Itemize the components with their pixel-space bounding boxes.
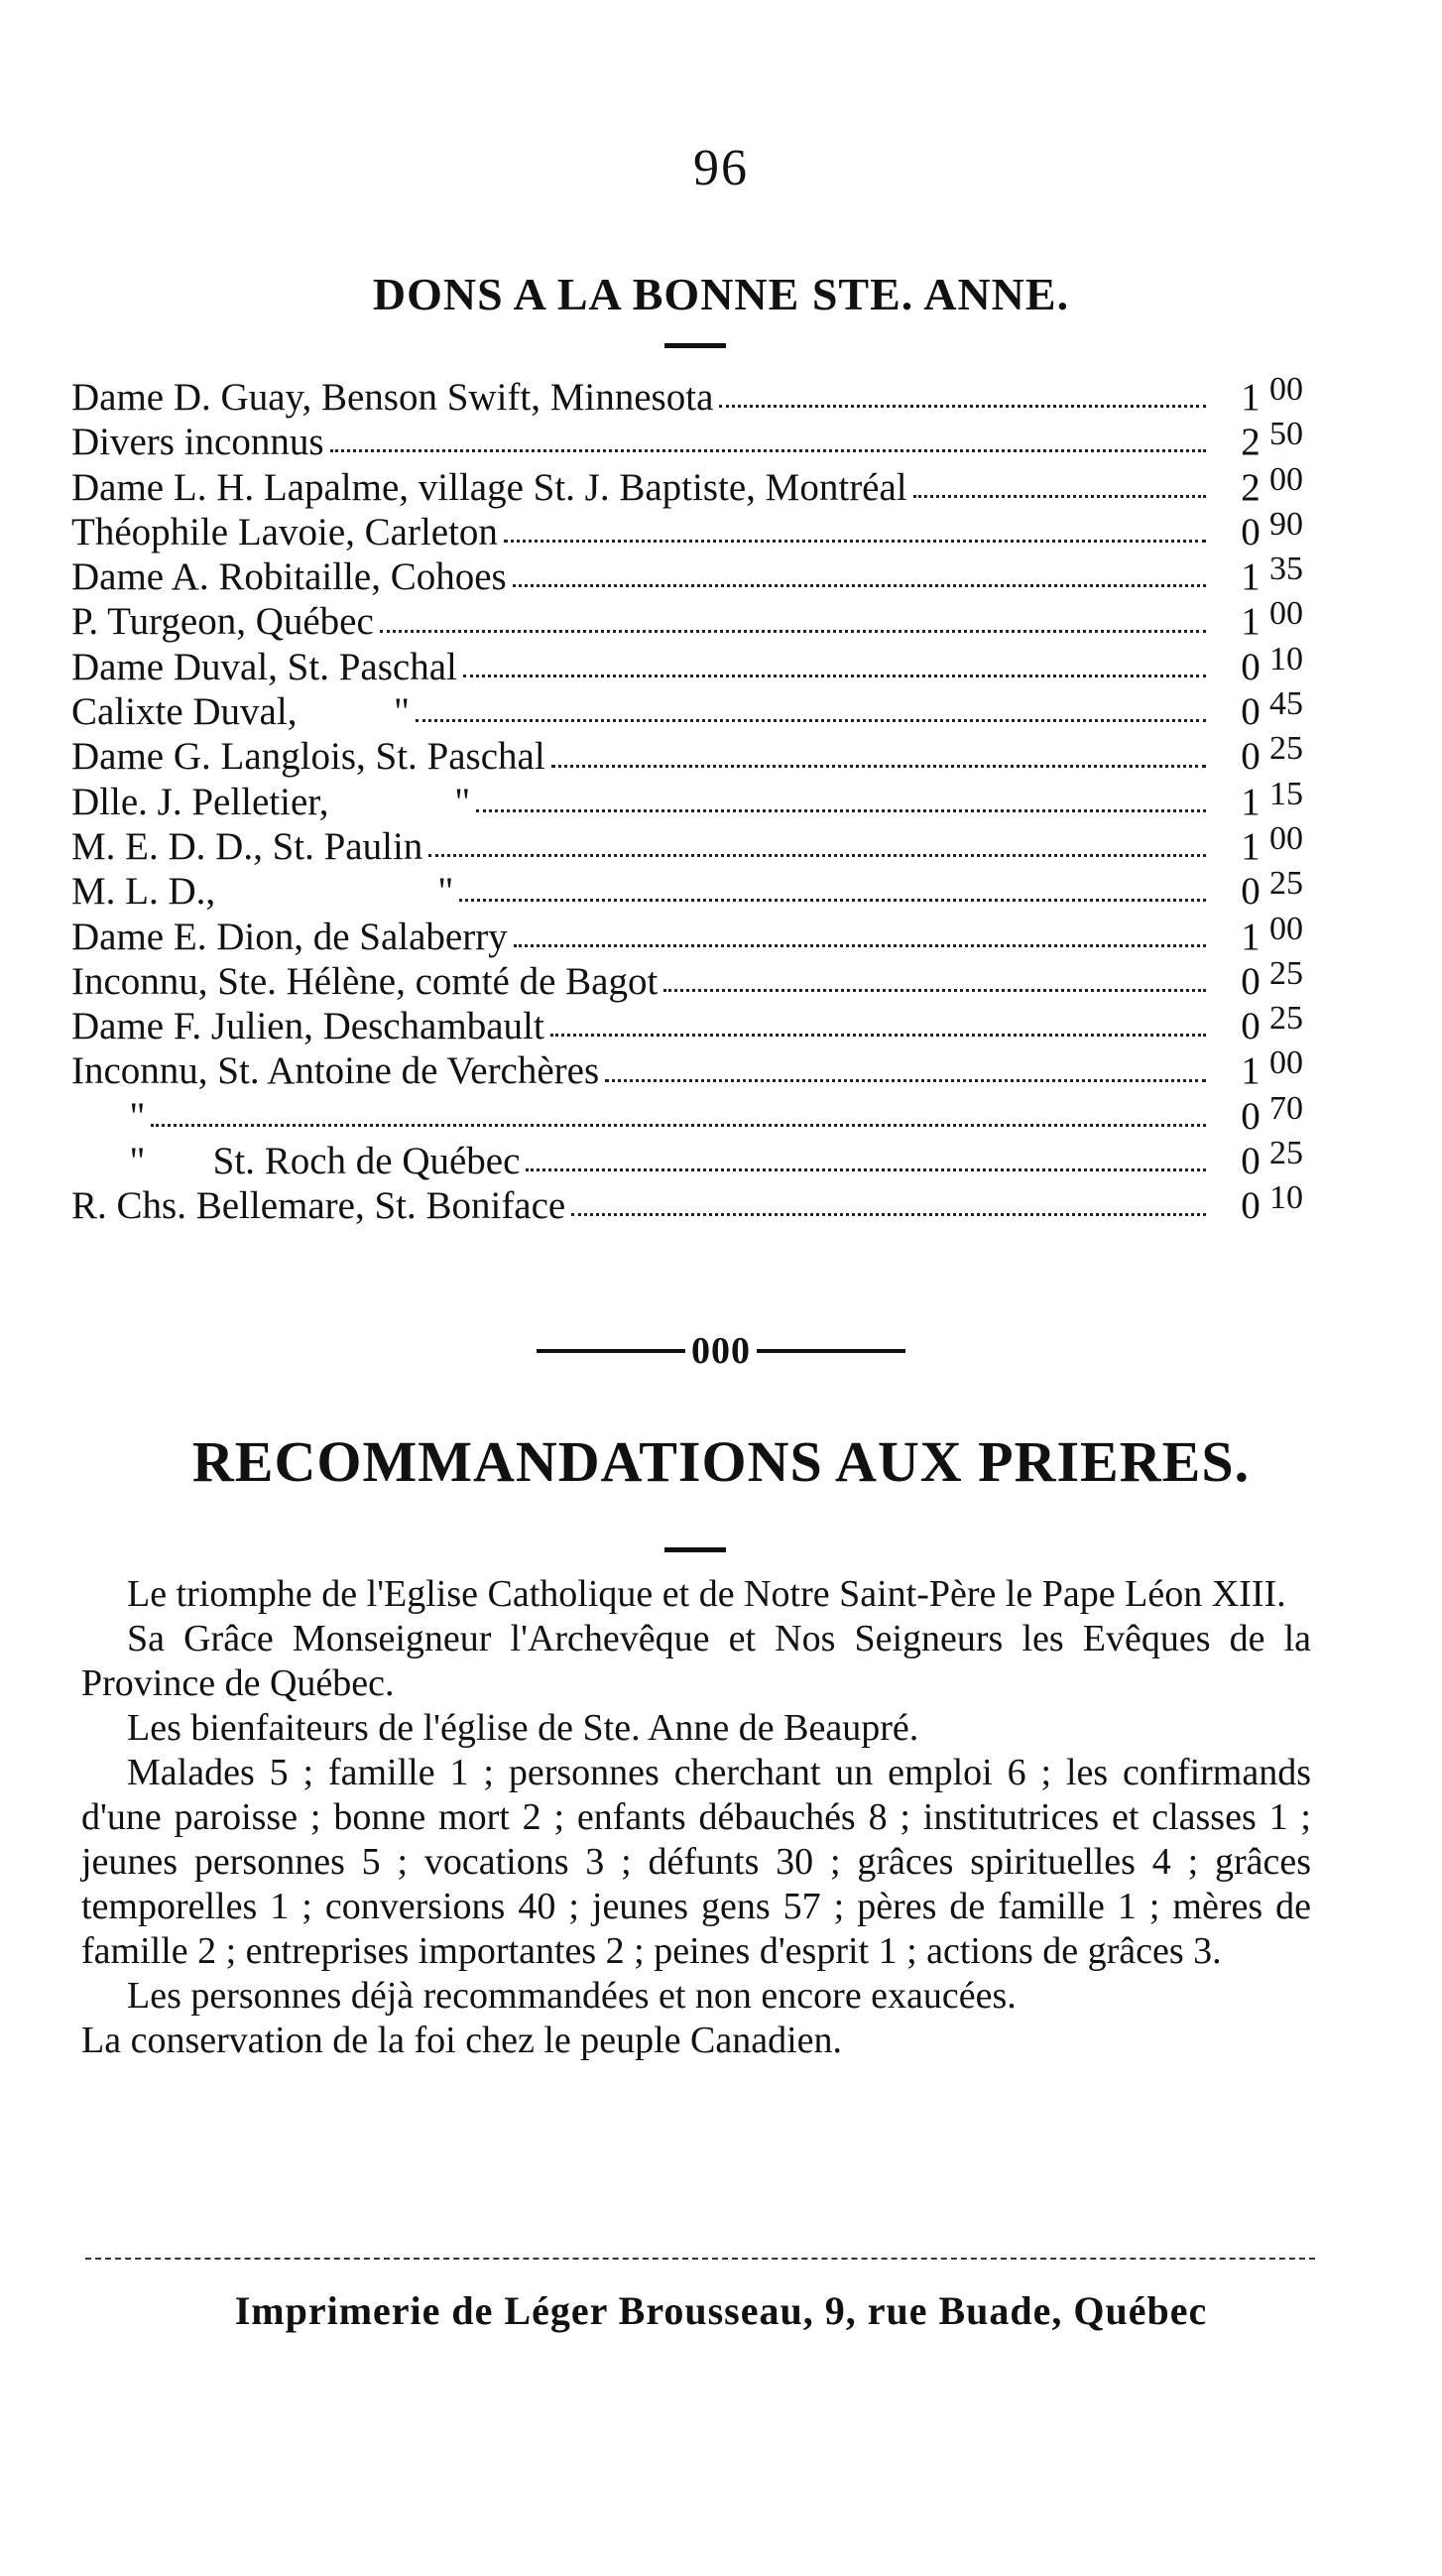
amount-cents: 70 (1269, 1089, 1303, 1127)
amount-dollars: 0 (1241, 735, 1261, 779)
donation-row (71, 685, 1331, 734)
reco-paragraph-intentions: Malades 5 ; famille 1 ; personnes cherchant un emploi 6 ; les confirmands d'une paroisse ; bonne mort 2 ; enfants débauchés 8 ; institutrices et classes 1 ; jeunes personnes 5 ; vocations 3 ; défunts 30 ; grâces spirituelles 4 ; grâces temporelles 1 ; conversions 40 ; jeunes gens 57 ; pères de famille 1 ; mères de famille 2 ; entreprises importantes 2 ; peines d'esprit 1 ; actions de grâces 3. (81, 1752, 1311, 1972)
donation-row (71, 775, 1331, 824)
donation-row (71, 505, 1331, 554)
donations-list (71, 371, 1331, 1229)
donation-row (71, 460, 1331, 510)
donation-row (71, 819, 1331, 869)
section-separator (0, 1329, 1442, 1373)
amount-dollars: 2 (1241, 421, 1261, 464)
donation-row (71, 865, 1331, 914)
donation-row (71, 910, 1331, 959)
leader-dots (504, 540, 1206, 543)
leader-dots (551, 765, 1206, 768)
amount-cents: 10 (1269, 640, 1303, 677)
donation-amount (1232, 1179, 1331, 1228)
donation-row (71, 416, 1331, 464)
amount-dollars: 0 (1241, 870, 1261, 914)
amount-dollars: 1 (1241, 376, 1261, 419)
donor-name: Inconnu, St. Antoine de Verchères (71, 1049, 600, 1093)
leader-dots (913, 495, 1206, 498)
amount-cents: 10 (1269, 1179, 1303, 1217)
donor-name: Dame F. Julien, Deschambault (71, 1005, 544, 1048)
amount-dollars: 0 (1241, 645, 1261, 688)
amount-dollars: 1 (1241, 600, 1261, 644)
reco-paragraph-benefactors: Les bienfaiteurs de l'église de Ste. Anne de Beaupré. (127, 1707, 919, 1749)
amount-dollars: 0 (1241, 510, 1261, 553)
title-underline (664, 343, 726, 348)
amount-dollars: 0 (1241, 1005, 1261, 1048)
donor-name: Dame L. H. Lapalme, village St. J. Baptiste, Montréal (71, 465, 907, 509)
donor-name: Inconnu, Ste. Hélène, comté de Bagot (71, 959, 659, 1003)
donor-name: Dame Duval, St. Paschal (71, 645, 457, 688)
amount-cents: 45 (1269, 685, 1303, 723)
leader-dots (526, 1168, 1206, 1171)
donation-row (71, 1089, 1331, 1139)
amount-dollars: 1 (1241, 1049, 1261, 1093)
separator-line-right (757, 1349, 905, 1353)
reco-paragraph-not-granted: Les personnes déjà recommandées et non encore exaucées. (127, 1975, 1017, 2017)
donor-name: " St. Roch de Québec (71, 1140, 521, 1183)
amount-dollars: 1 (1241, 555, 1261, 599)
bottom-divider (85, 2258, 1315, 2260)
amount-cents: 90 (1269, 505, 1303, 543)
leader-dots (330, 449, 1206, 452)
amount-cents: 25 (1269, 1000, 1303, 1038)
leader-dots (416, 719, 1206, 722)
amount-dollars: 0 (1241, 1140, 1261, 1183)
leader-dots (605, 1079, 1206, 1082)
donor-name: Théophile Lavoie, Carleton (71, 510, 498, 553)
donor-name: Dame A. Robitaille, Cohoes (71, 555, 507, 599)
recommendations-underline (664, 1547, 726, 1552)
leader-dots (571, 1213, 1206, 1216)
donor-name: Divers inconnus (71, 421, 324, 464)
donor-name: Dame G. Langlois, St. Paschal (71, 735, 545, 779)
amount-cents: 25 (1269, 730, 1303, 768)
amount-dollars: 1 (1241, 824, 1261, 868)
donation-row (71, 371, 1331, 420)
amount-cents: 00 (1269, 910, 1303, 947)
leader-dots (463, 675, 1206, 677)
reco-paragraph-faith: La conservation de la foi chez le peuple Canadien. (81, 2020, 843, 2061)
leader-dots (428, 854, 1206, 857)
amount-dollars: 1 (1241, 915, 1261, 958)
donation-row (71, 640, 1331, 689)
recommendations-body (81, 1572, 1311, 2063)
leader-dots (719, 405, 1206, 408)
donation-row (71, 595, 1331, 644)
amount-dollars: 0 (1241, 1094, 1261, 1138)
amount-dollars: 0 (1241, 690, 1261, 734)
leader-dots (514, 944, 1206, 947)
amount-cents: 25 (1269, 954, 1303, 992)
amount-cents: 00 (1269, 460, 1303, 498)
reco-paragraph-pope: Le triomphe de l'Eglise Catholique et de Notre Saint-Père le Pape Léon XIII. (127, 1573, 1286, 1615)
donor-name: P. Turgeon, Québec (71, 600, 374, 644)
separator-line-left (537, 1349, 685, 1353)
separator-text: 000 (691, 1330, 751, 1372)
donation-row (71, 1000, 1331, 1048)
donation-row (71, 1135, 1331, 1183)
amount-dollars: 0 (1241, 1184, 1261, 1228)
leader-dots (459, 899, 1206, 902)
amount-dollars: 1 (1241, 780, 1261, 823)
leader-dots (380, 630, 1206, 633)
donor-name: Calixte Duval, " (71, 690, 410, 734)
amount-cents: 25 (1269, 865, 1303, 903)
donor-name: R. Chs. Bellemare, St. Boniface (71, 1184, 566, 1228)
donation-row (71, 730, 1331, 779)
donation-row (71, 954, 1331, 1004)
donor-name: Dame E. Dion, de Salaberry (71, 915, 508, 958)
donor-name: M. L. D., " (71, 870, 454, 914)
donation-row (71, 551, 1331, 599)
reco-paragraph-bishops: Sa Grâce Monseigneur l'Archevêque et Nos Seigneurs les Evêques de la Province de Québec. (81, 1618, 1311, 1704)
amount-cents: 00 (1269, 595, 1303, 633)
leader-dots (663, 989, 1206, 992)
amount-cents: 00 (1269, 1044, 1303, 1082)
amount-cents: 15 (1269, 775, 1303, 812)
amount-dollars: 0 (1241, 959, 1261, 1003)
donation-row (71, 1044, 1331, 1093)
recommendations-title: RECOMMANDATIONS AUX PRIERES. (191, 1429, 1251, 1494)
amount-cents: 00 (1269, 371, 1303, 408)
donor-name: " (71, 1094, 146, 1138)
amount-cents: 00 (1269, 819, 1303, 857)
amount-dollars: 2 (1241, 465, 1261, 509)
amount-cents: 35 (1269, 551, 1303, 588)
donation-row (71, 1179, 1331, 1228)
amount-cents: 50 (1269, 416, 1303, 453)
leader-dots (476, 809, 1206, 812)
page-number: 96 (693, 140, 749, 196)
leader-dots (513, 584, 1206, 587)
donor-name: Dame D. Guay, Benson Swift, Minnesota (71, 376, 714, 419)
leader-dots (151, 1124, 1206, 1127)
leader-dots (550, 1034, 1206, 1037)
donations-title: DONS A LA BONNE STE. ANNE. (372, 269, 1070, 319)
donor-name: M. E. D. D., St. Paulin (71, 824, 423, 868)
printer-imprint: Imprimerie de Léger Brousseau, 9, rue Buade, Québec (234, 2288, 1208, 2333)
donor-name: Dlle. J. Pelletier, " (71, 780, 471, 823)
amount-cents: 25 (1269, 1135, 1303, 1172)
